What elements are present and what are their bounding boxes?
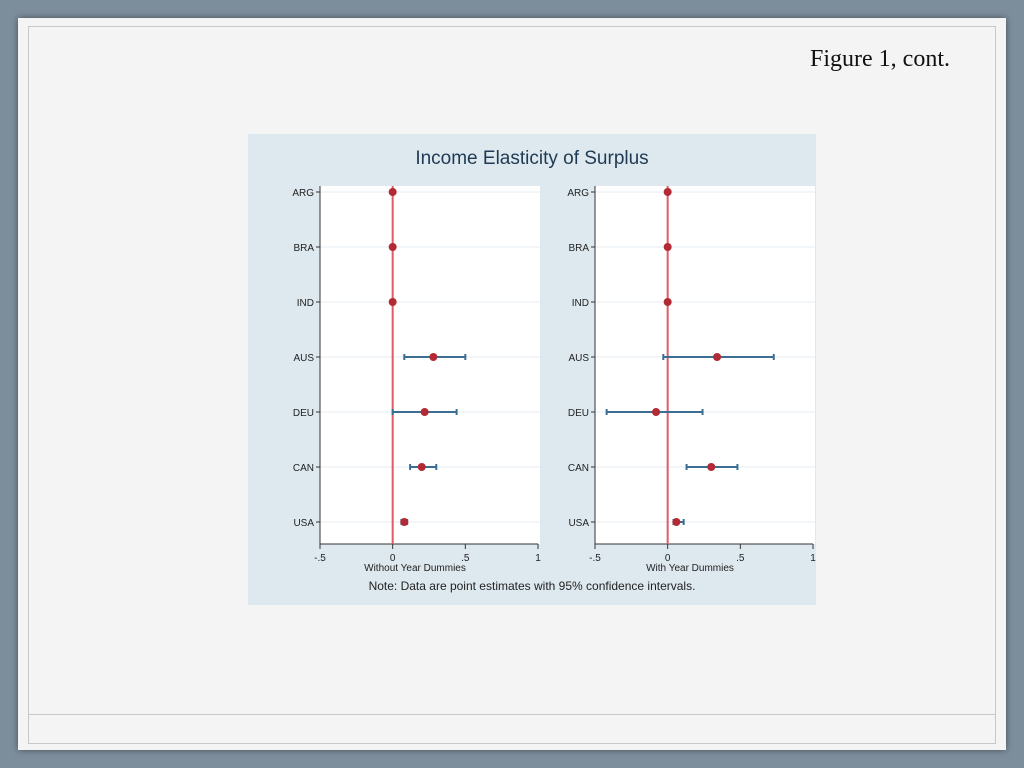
x-axis-label: Without Year Dummies bbox=[364, 563, 466, 574]
point-estimate-ind bbox=[389, 298, 397, 306]
x-tick-label: 1 bbox=[535, 553, 541, 564]
slide bbox=[18, 18, 1006, 750]
point-estimate-can bbox=[707, 463, 715, 471]
slide-footer-divider bbox=[28, 714, 996, 715]
point-estimate-usa bbox=[672, 518, 680, 526]
y-tick-label-aus: AUS bbox=[293, 353, 314, 364]
y-tick-label-bra: BRA bbox=[568, 243, 589, 254]
point-estimate-aus bbox=[713, 353, 721, 361]
elasticity-chart bbox=[248, 134, 816, 605]
plot-area bbox=[595, 186, 815, 544]
point-estimate-deu bbox=[421, 408, 429, 416]
y-tick-label-arg: ARG bbox=[567, 188, 589, 199]
y-tick-label-can: CAN bbox=[292, 463, 314, 474]
chart-title: Income Elasticity of Surplus bbox=[415, 148, 649, 169]
y-tick-label-ind: IND bbox=[296, 298, 314, 309]
x-tick-label: .5 bbox=[461, 553, 470, 564]
point-estimate-arg bbox=[664, 188, 672, 196]
x-tick-label: 0 bbox=[664, 553, 671, 564]
point-estimate-aus bbox=[429, 353, 437, 361]
y-tick-label-bra: BRA bbox=[293, 243, 314, 254]
y-tick-label-aus: AUS bbox=[568, 353, 589, 364]
x-tick-label: -.5 bbox=[589, 553, 601, 564]
point-estimate-ind bbox=[664, 298, 672, 306]
x-axis-label: With Year Dummies bbox=[646, 563, 734, 574]
chart-note: Note: Data are point estimates with 95% confidence intervals. bbox=[368, 579, 696, 593]
panel-with-year-dummies bbox=[567, 186, 816, 574]
slide-title: Figure 1, cont. bbox=[810, 46, 950, 72]
y-tick-label-deu: DEU bbox=[292, 408, 314, 419]
x-tick-label: -.5 bbox=[314, 553, 326, 564]
point-estimate-deu bbox=[652, 408, 660, 416]
x-tick-label: .5 bbox=[736, 553, 745, 564]
panel-without-year-dummies bbox=[292, 186, 541, 574]
y-tick-label-usa: USA bbox=[293, 518, 314, 529]
y-tick-label-can: CAN bbox=[567, 463, 589, 474]
x-tick-label: 1 bbox=[810, 553, 816, 564]
x-tick-label: 0 bbox=[389, 553, 396, 564]
y-tick-label-deu: DEU bbox=[567, 408, 589, 419]
point-estimate-usa bbox=[400, 518, 408, 526]
figure bbox=[248, 134, 816, 605]
y-tick-label-usa: USA bbox=[568, 518, 589, 529]
y-tick-label-ind: IND bbox=[571, 298, 589, 309]
point-estimate-bra bbox=[389, 243, 397, 251]
point-estimate-can bbox=[418, 463, 426, 471]
point-estimate-bra bbox=[664, 243, 672, 251]
plot-area bbox=[320, 186, 540, 544]
y-tick-label-arg: ARG bbox=[292, 188, 314, 199]
point-estimate-arg bbox=[389, 188, 397, 196]
